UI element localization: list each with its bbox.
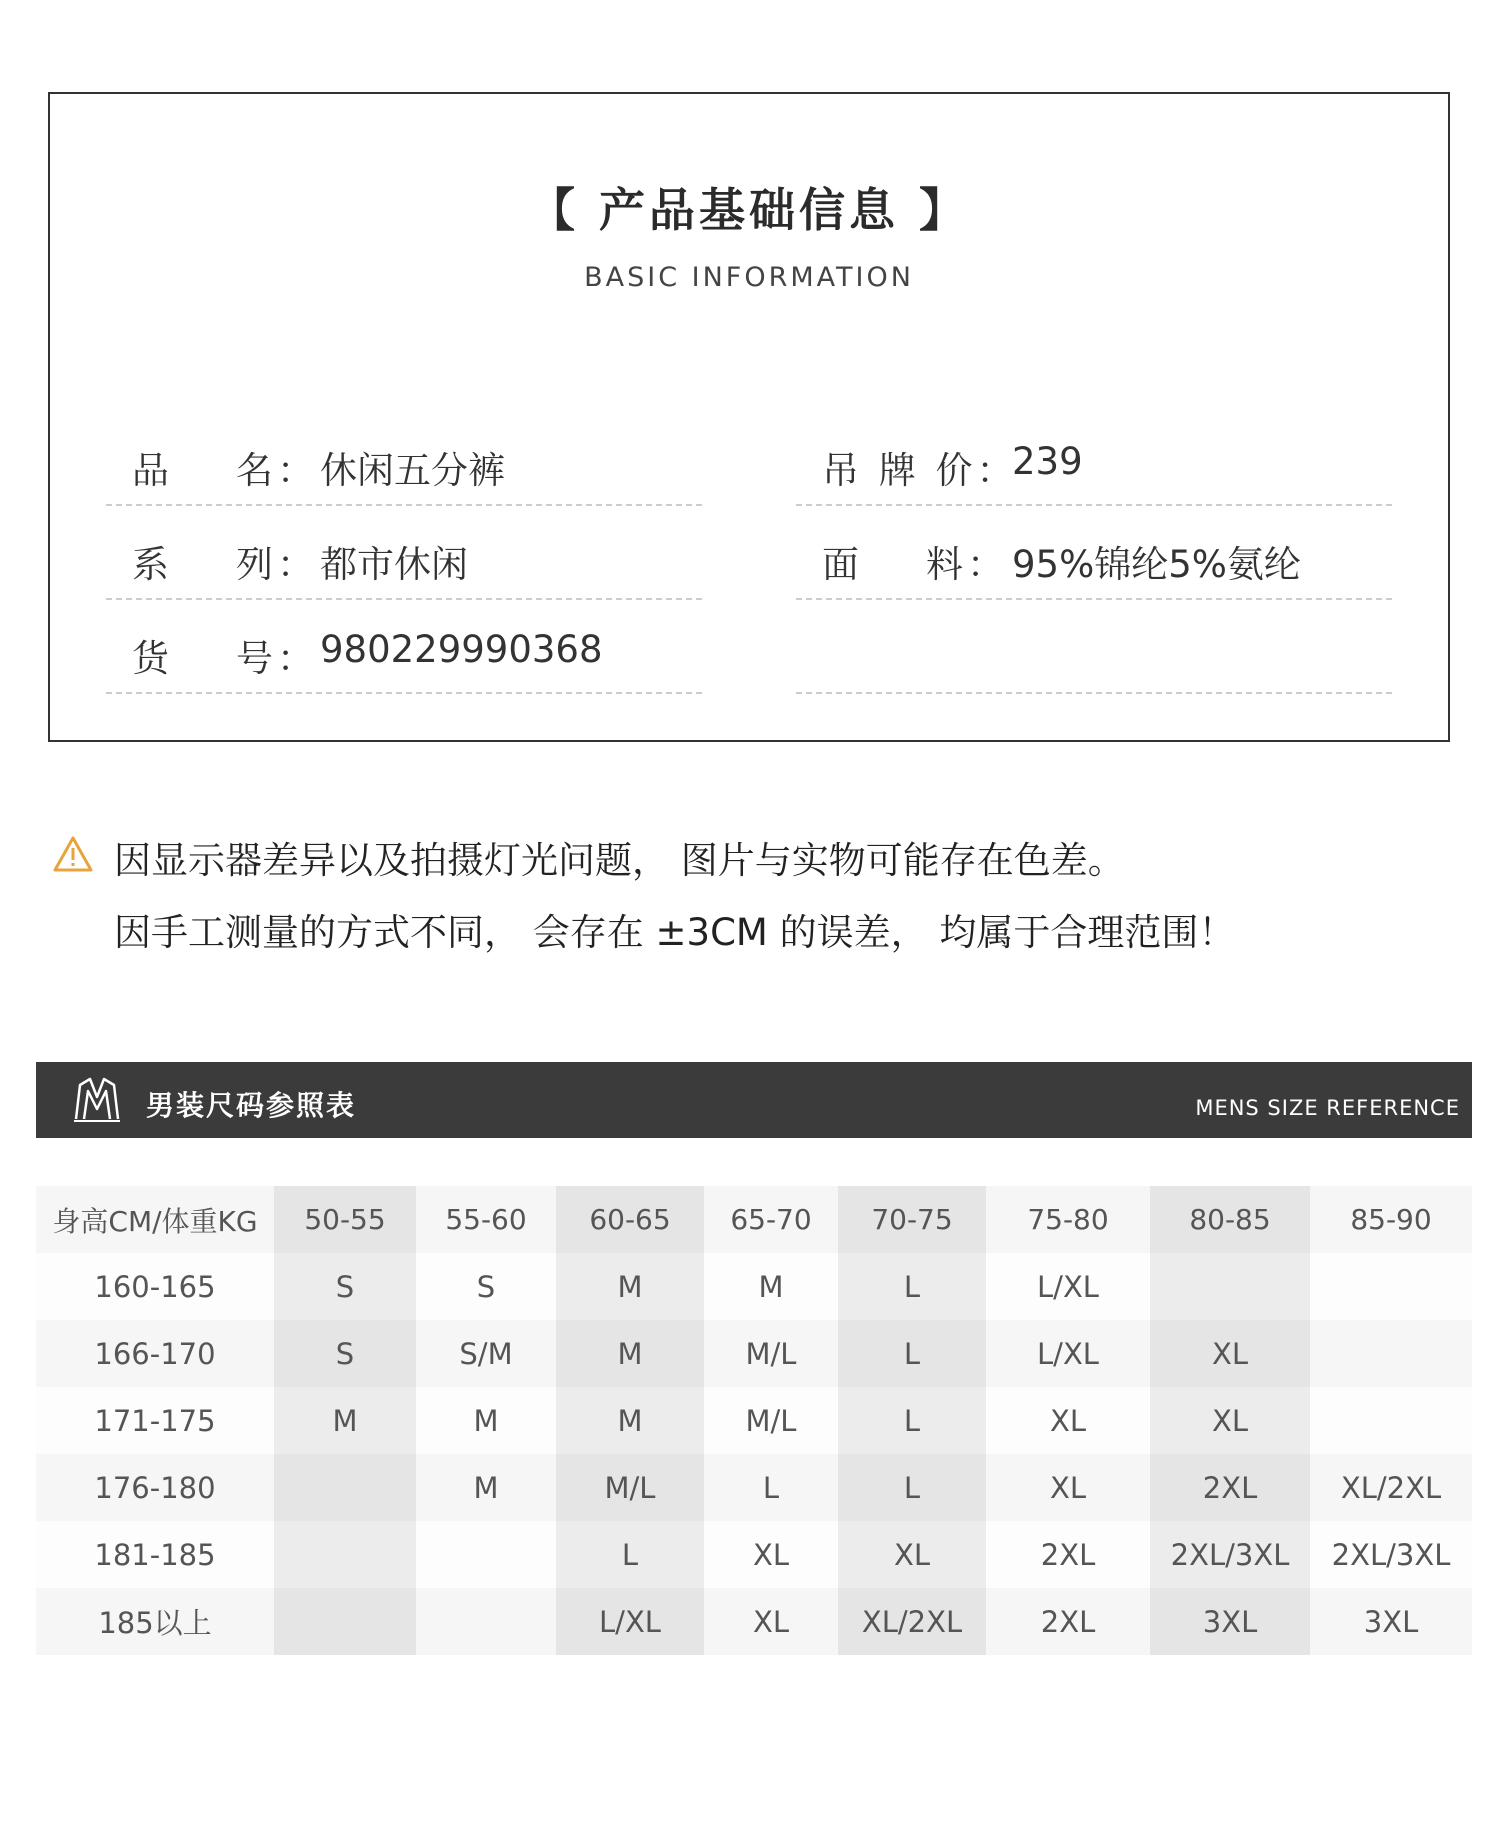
field-label: 品 名： <box>132 449 319 492</box>
table-header-row <box>36 1186 1472 1253</box>
field-tag-price <box>796 412 1392 506</box>
size-cell: 2XL/3XL <box>1310 1521 1472 1588</box>
size-cell: XL <box>1150 1387 1310 1454</box>
header-cell: 65-70 <box>704 1186 838 1253</box>
height-cell: 176-180 <box>36 1454 274 1521</box>
basic-info-panel <box>48 92 1450 742</box>
size-cell: XL <box>986 1454 1150 1521</box>
size-cell: S <box>274 1253 416 1320</box>
notice-measurement-error: 因手工测量的方式不同， 会存在 ±3CM 的误差， 均属于合理范围！ <box>114 911 1236 954</box>
size-cell: L/XL <box>556 1588 704 1655</box>
size-cell: M/L <box>704 1320 838 1387</box>
size-cell: M <box>556 1320 704 1387</box>
size-chart-table <box>36 1186 1472 1655</box>
field-value: 休闲五分裤 <box>320 449 505 492</box>
size-cell: M <box>704 1253 838 1320</box>
size-cell: M/L <box>704 1387 838 1454</box>
field-value: 都市休闲 <box>320 543 468 586</box>
size-cell: S <box>416 1253 556 1320</box>
header-cell: 60-65 <box>556 1186 704 1253</box>
size-cell: XL <box>704 1588 838 1655</box>
size-chart-header <box>36 1062 1472 1138</box>
size-cell: L <box>838 1387 986 1454</box>
size-cell: L <box>704 1454 838 1521</box>
size-cell: M <box>556 1387 704 1454</box>
size-cell <box>274 1454 416 1521</box>
table-row <box>36 1454 1472 1521</box>
size-cell <box>1150 1253 1310 1320</box>
size-chart-title: 男装尺码参照表 <box>146 1089 357 1122</box>
header-cell: 身高CM/体重KG <box>36 1186 274 1253</box>
table-row <box>36 1521 1472 1588</box>
size-cell: M <box>556 1253 704 1320</box>
size-cell: L <box>838 1454 986 1521</box>
height-cell: 160-165 <box>36 1253 274 1320</box>
size-cell: M <box>274 1387 416 1454</box>
field-value: 239 <box>1012 440 1083 483</box>
size-cell: L <box>838 1320 986 1387</box>
field-series <box>106 506 702 600</box>
size-cell: XL <box>986 1387 1150 1454</box>
size-cell: XL <box>1150 1320 1310 1387</box>
size-cell <box>274 1521 416 1588</box>
header-cell: 50-55 <box>274 1186 416 1253</box>
header-cell: 55-60 <box>416 1186 556 1253</box>
header-cell: 85-90 <box>1310 1186 1472 1253</box>
height-cell: 181-185 <box>36 1521 274 1588</box>
field-empty <box>796 600 1392 694</box>
size-cell: XL <box>704 1521 838 1588</box>
size-cell: XL/2XL <box>1310 1454 1472 1521</box>
size-cell: L <box>838 1253 986 1320</box>
header-cell: 70-75 <box>838 1186 986 1253</box>
size-cell <box>1310 1387 1472 1454</box>
size-cell: M <box>416 1387 556 1454</box>
size-cell: 2XL <box>986 1588 1150 1655</box>
size-cell <box>274 1588 416 1655</box>
field-item-number <box>106 600 702 694</box>
field-fabric <box>796 506 1392 600</box>
table-row <box>36 1320 1472 1387</box>
size-cell: 2XL <box>1150 1454 1310 1521</box>
size-chart-subtitle: MENS SIZE REFERENCE <box>1195 1096 1460 1120</box>
size-cell: S <box>274 1320 416 1387</box>
field-label: 吊 牌 价： <box>822 449 1018 492</box>
size-cell <box>416 1521 556 1588</box>
height-cell: 171-175 <box>36 1387 274 1454</box>
size-cell: L <box>556 1521 704 1588</box>
shirt-m-logo-icon <box>70 1075 124 1125</box>
size-cell: 2XL/3XL <box>1150 1521 1310 1588</box>
field-value: 95%锦纶5%氨纶 <box>1012 543 1301 586</box>
field-label: 货 号： <box>132 637 319 680</box>
size-cell: M <box>416 1454 556 1521</box>
header-cell: 75-80 <box>986 1186 1150 1253</box>
height-cell: 185以上 <box>36 1588 274 1655</box>
notice-color-difference: 因显示器差异以及拍摄灯光问题， 图片与实物可能存在色差。 <box>114 839 1125 882</box>
size-cell: L/XL <box>986 1253 1150 1320</box>
field-value: 980229990368 <box>320 628 603 671</box>
table-row <box>36 1588 1472 1655</box>
info-title: 【 产品基础信息 】 <box>528 183 970 237</box>
size-chart-body <box>36 1186 1472 1655</box>
size-cell <box>1310 1320 1472 1387</box>
size-cell: L/XL <box>986 1320 1150 1387</box>
size-cell <box>1310 1253 1472 1320</box>
size-cell: 2XL <box>986 1521 1150 1588</box>
field-label: 面 料： <box>822 543 1009 586</box>
field-label: 系 列： <box>132 543 319 586</box>
height-cell: 166-170 <box>36 1320 274 1387</box>
field-product-name <box>106 412 702 506</box>
size-cell: XL/2XL <box>838 1588 986 1655</box>
size-cell: XL <box>838 1521 986 1588</box>
size-cell: 3XL <box>1310 1588 1472 1655</box>
table-row <box>36 1253 1472 1320</box>
table-row <box>36 1387 1472 1454</box>
size-cell <box>416 1588 556 1655</box>
info-subtitle: BASIC INFORMATION <box>584 262 914 293</box>
size-cell: S/M <box>416 1320 556 1387</box>
size-cell: 3XL <box>1150 1588 1310 1655</box>
size-cell: M/L <box>556 1454 704 1521</box>
header-cell: 80-85 <box>1150 1186 1310 1253</box>
warning-icon <box>52 835 94 873</box>
